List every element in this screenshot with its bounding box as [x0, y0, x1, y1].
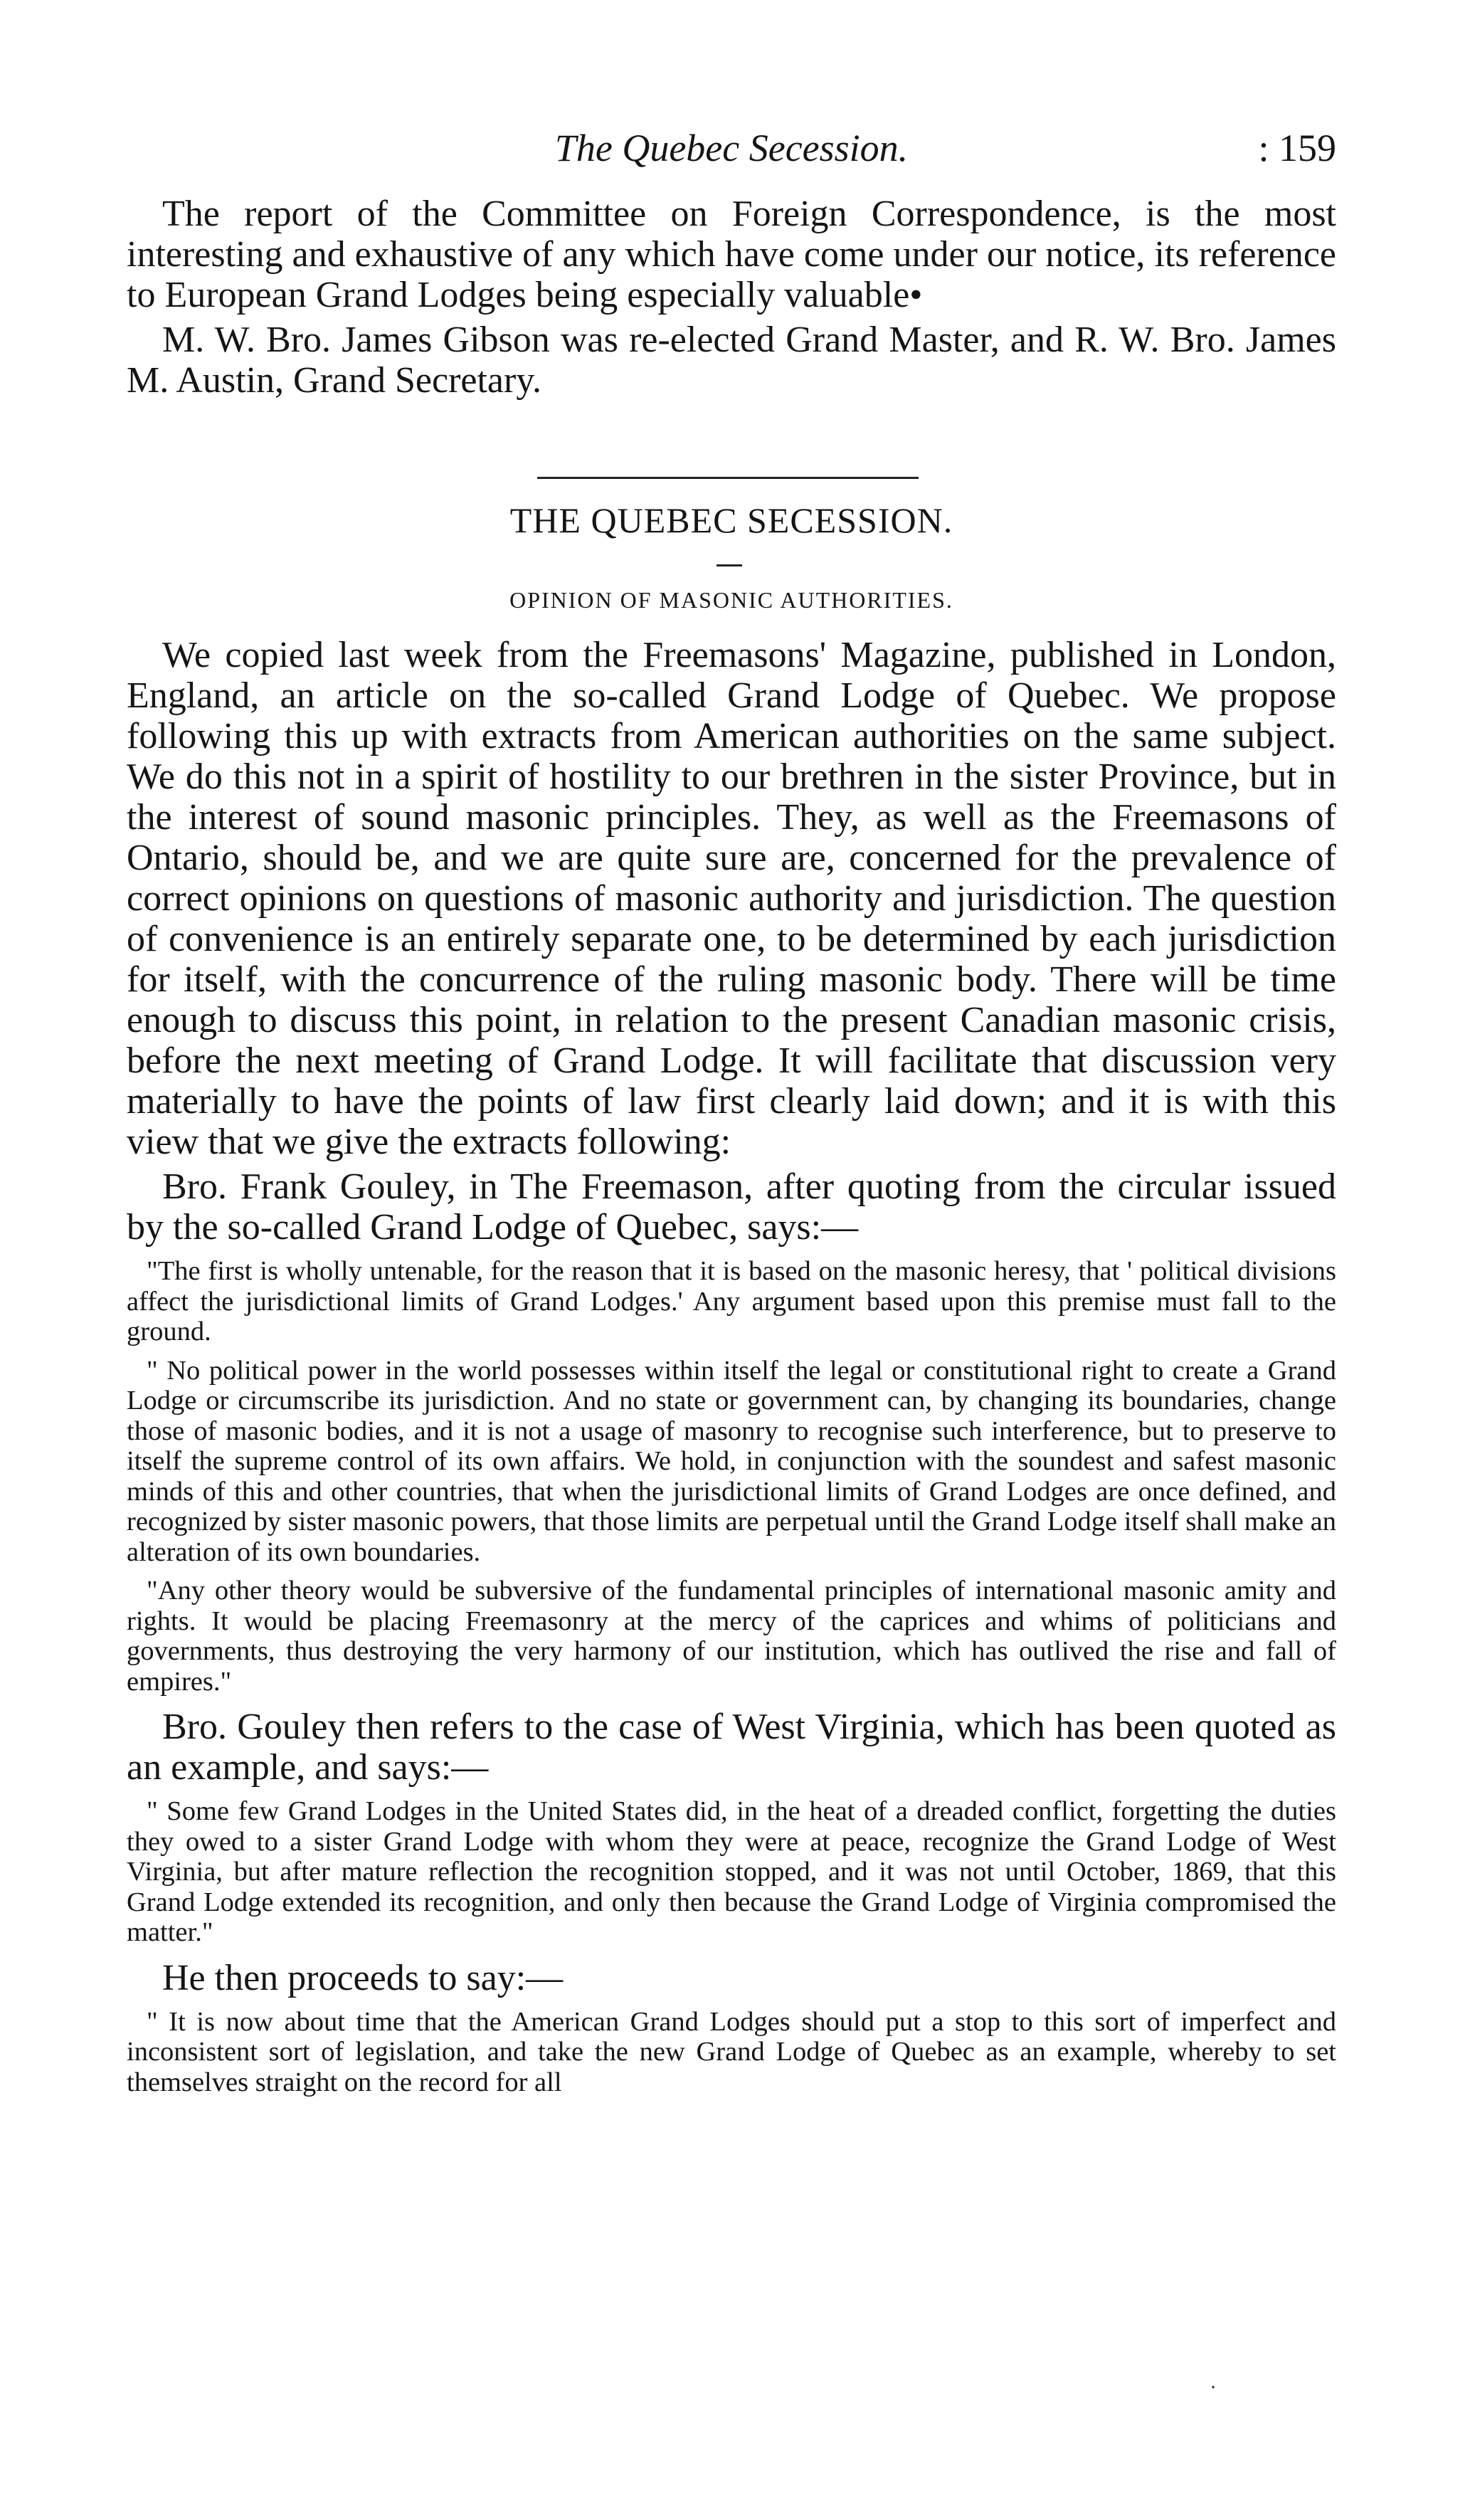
intro-paragraph-committee-report: The report of the Committee on Foreign Correspondence, is the most interesting and exhaustive of any which have come under our notice, its reference to European Grand Lodges being especially valuable• — [127, 194, 1336, 315]
intro-block — [127, 194, 1336, 401]
article-paragraph-proceeds: He then proceeds to say:— — [162, 1957, 564, 1998]
article-title: THE QUEBEC SECESSION. — [509, 500, 953, 540]
article-subtitle: OPINION OF MASONIC AUTHORITIES. — [509, 587, 953, 613]
title-underline-rule — [717, 564, 742, 566]
block-quote-american-grand-lodges: " It is now about time that the American Grand Lodges should put a stop to this sort of imperfect and inconsistent sort of legislation, and take the new Grand Lodge of Quebec as an example, whereby to set themselves straight on the record for all — [127, 2006, 1336, 2097]
article-paragraph-gouley-intro: Bro. Frank Gouley, in The Freemason, after quoting from the circular issued by the so-called Grand Lodge of Quebec, says:— — [127, 1166, 1336, 1248]
block-quote-first: "The first is wholly untenable, for the reason that it is based on the masonic heresy, that ' political divisions affect the jurisdictional limits of Grand Lodges.' Any argument based upon this premise must fall to the ground. — [127, 1256, 1336, 1346]
section-divider-rule — [537, 477, 919, 479]
page-number: : 159 — [1258, 127, 1336, 169]
running-head — [127, 120, 1336, 176]
block-quote-political-power: " No political power in the world possesses within itself the legal or constitutional right to create a Grand Lodge or circumscribe its jurisdiction. And no state or government can, by changing its boundaries, change those of masonic bodies, and it is not a usage of masonry to recognise such interference, but to preserve to itself the supreme control of its own affairs. We hold, in conjunction with the soundest and safest masonic minds of this and other countries, that when the jurisdictional limits of Grand Lodges are once defined, and recognized by sister masonic powers, that those limits are perpetual until the Grand Lodge itself shall make an alteration of its own boundaries. — [127, 1355, 1336, 1567]
article-paragraph-west-virginia: Bro. Gouley then refers to the case of West Virginia, which has been quoted as an example, and says:— — [127, 1707, 1336, 1788]
article-body — [127, 635, 1336, 2097]
block-quote-west-virginia: " Some few Grand Lodges in the United States did, in the heat of a dreaded conflict, forgetting the duties they owed to a sister Grand Lodge with whom they were at peace, recognize the Grand Lodge of West Virginia, but after mature reflection the recognition stopped, and it was not until October, 1869, that this Grand Lodge extended its recognition, and only then because the Grand Lodge of Virginia compromised the matter." — [127, 1796, 1336, 1947]
intro-paragraph-election: M. W. Bro. James Gibson was re-elected Grand Master, and R. W. Bro. James M. Austin, Grand Secretary. — [127, 320, 1336, 401]
block-quote-other-theory: "Any other theory would be subversive of the fundamental principles of international masonic amity and rights. It would be placing Freemasonry at the mercy of the caprices and whims of politicians and governments, thus destroying the very harmony of our institution, which has outlived the rise and fall of empires." — [127, 1576, 1336, 1697]
running-title: The Quebec Secession. — [554, 127, 909, 169]
article-paragraph-intro: We copied last week from the Freemasons' Magazine, published in London, England, an article on the so-called Grand Lodge of Quebec. We propose following this up with extracts from American authorities on the same subject. We do this not in a spirit of hostility to our brethren in the sister Province, but in the interest of sound masonic principles. They, as well as the Freemasons of Ontario, should be, and we are quite sure are, concerned for the prevalence of correct opinions on questions of masonic authority and jurisdiction. The question of convenience is an entirely separate one, to be determined by each jurisdiction for itself, with the concurrence of the ruling masonic body. There will be time enough to discuss this point, in relation to the present Canadian masonic crisis, before the next meeting of Grand Lodge. It will facilitate that discussion very materially to have the points of law first clearly laid down; and it is with this view that we give the extracts following: — [127, 635, 1336, 1162]
print-speck-mark: · — [1210, 2376, 1217, 2399]
